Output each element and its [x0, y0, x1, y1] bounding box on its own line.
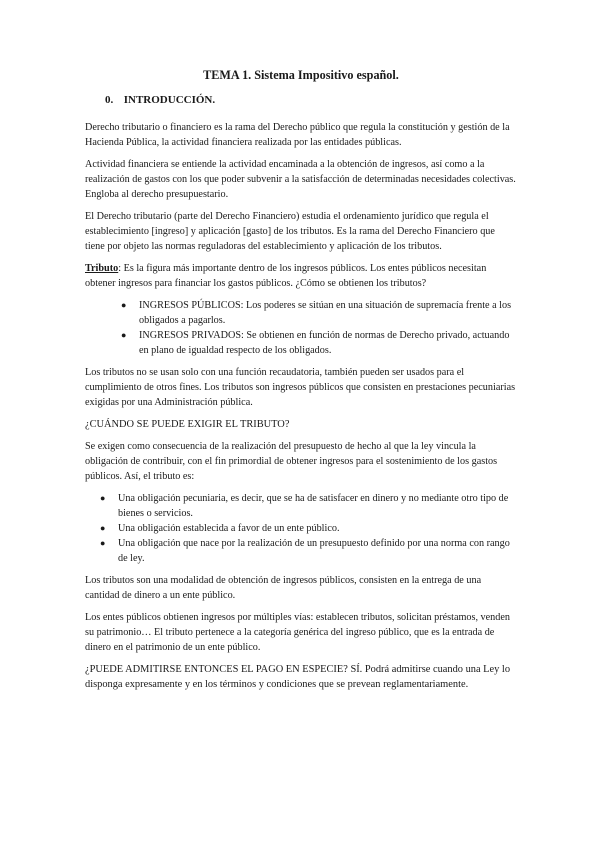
list-item-text: Una obligación pecuniaria, es decir, que se ha de satisfacer en dinero y no mediante otro tipo de bienes o servicios.: [118, 493, 509, 519]
list-item: [121, 298, 517, 328]
tributo-definition: : Es la figura más importante dentro de los ingresos públicos. Los entes públicos necesitan obtener ingresos para financiar los gastos públicos. ¿Cómo se obtienen los tributos?: [85, 263, 487, 289]
list-item: [100, 536, 517, 566]
list-item: [100, 491, 517, 521]
paragraph-multiples-vias: Los entes públicos obtienen ingresos por múltiples vías: establecen tributos, solicitan préstamos, venden su patrimonio… El tributo pertenece a la categoría genérica del ingreso público, que es la entrada de dinero en el patrimonio de un ente público.: [85, 612, 510, 653]
bullet-icon: ●: [121, 330, 127, 340]
document-page: [85, 68, 517, 699]
ingresos-list: [85, 298, 517, 358]
paragraph-se-exigen: Se exigen como consecuencia de la realización del presupuesto de hecho al que la ley vincula la obligación de contribuir, con el fin primordial de obtener ingresos para el sostenimiento de los gastos públicos. Así, el tributo es:: [85, 441, 498, 482]
document-title: TEMA 1. Sistema Impositivo español.: [203, 68, 399, 82]
paragraph-cuando-exigir: ¿CUÁNDO SE PUEDE EXIGIR EL TRIBUTO?: [85, 419, 290, 430]
list-item-text: Una obligación establecida a favor de un ente público.: [118, 523, 340, 534]
section-heading: [105, 93, 517, 108]
bullet-icon: ●: [100, 523, 106, 533]
section-title: INTRODUCCIÓN.: [123, 94, 216, 106]
bullet-icon: ●: [100, 493, 106, 503]
paragraph-derecho-tributario: Derecho tributario o financiero es la rama del Derecho público que regula la constitución y gestión de la Hacienda Pública, la actividad financiera realizada por las entidades públicas.: [85, 122, 510, 148]
paragraph-derecho-tributario-estudio: El Derecho tributario (parte del Derecho Financiero) estudia el ordenamiento jurídico que regula el establecimiento [ingreso] y aplicación [gasto] de los tributos. Es la rama del Derecho Financiero que tiene por objeto las normas reguladoras del establecimiento y aplicación de los tributos.: [85, 211, 495, 252]
paragraph-modalidad: Los tributos son una modalidad de obtención de ingresos públicos, consisten en la entrega de una cantidad de dinero a un ente público.: [85, 575, 482, 601]
list-item-text: INGRESOS PRIVADOS: Se obtienen en función de normas de Derecho privado, actuando en plano de igualdad respecto de los obligados.: [139, 330, 510, 356]
list-item: [121, 328, 517, 358]
paragraph-funcion-recaudatoria: Los tributos no se usan solo con una función recaudatoria, también pueden ser usados para el cumplimiento de otros fines. Los tributos son ingresos públicos que consisten en prestaciones pecuniarias exigidas por una Administración pública.: [85, 367, 516, 408]
bullet-icon: ●: [121, 300, 127, 310]
list-item-text: Una obligación que nace por la realización de un presupuesto definido por una norma con rango de ley.: [118, 538, 510, 564]
bullet-icon: ●: [100, 538, 106, 548]
tributo-term: Tributo: [85, 263, 119, 274]
paragraph-tributo: [85, 261, 517, 291]
list-item: [100, 521, 517, 536]
tributo-list: [85, 491, 517, 566]
list-item-text: INGRESOS PÚBLICOS: Los poderes se sitúan en una situación de supremacía frente a los obligados a pagarlos.: [139, 300, 512, 326]
paragraph-pago-especie: ¿PUEDE ADMITIRSE ENTONCES EL PAGO EN ESPECIE? SÍ. Podrá admitirse cuando una Ley lo disponga expresamente y en los términos y condiciones que se prevean reglamentariamente.: [85, 664, 511, 690]
paragraph-actividad-financiera: Actividad financiera se entiende la actividad encaminada a la obtención de ingresos, así como a la realización de gastos con los que poder subvenir a la satisfacción de determinadas necesidades colectivas. Engloba al derecho presupuestario.: [85, 159, 516, 200]
section-number: 0.: [105, 94, 114, 106]
